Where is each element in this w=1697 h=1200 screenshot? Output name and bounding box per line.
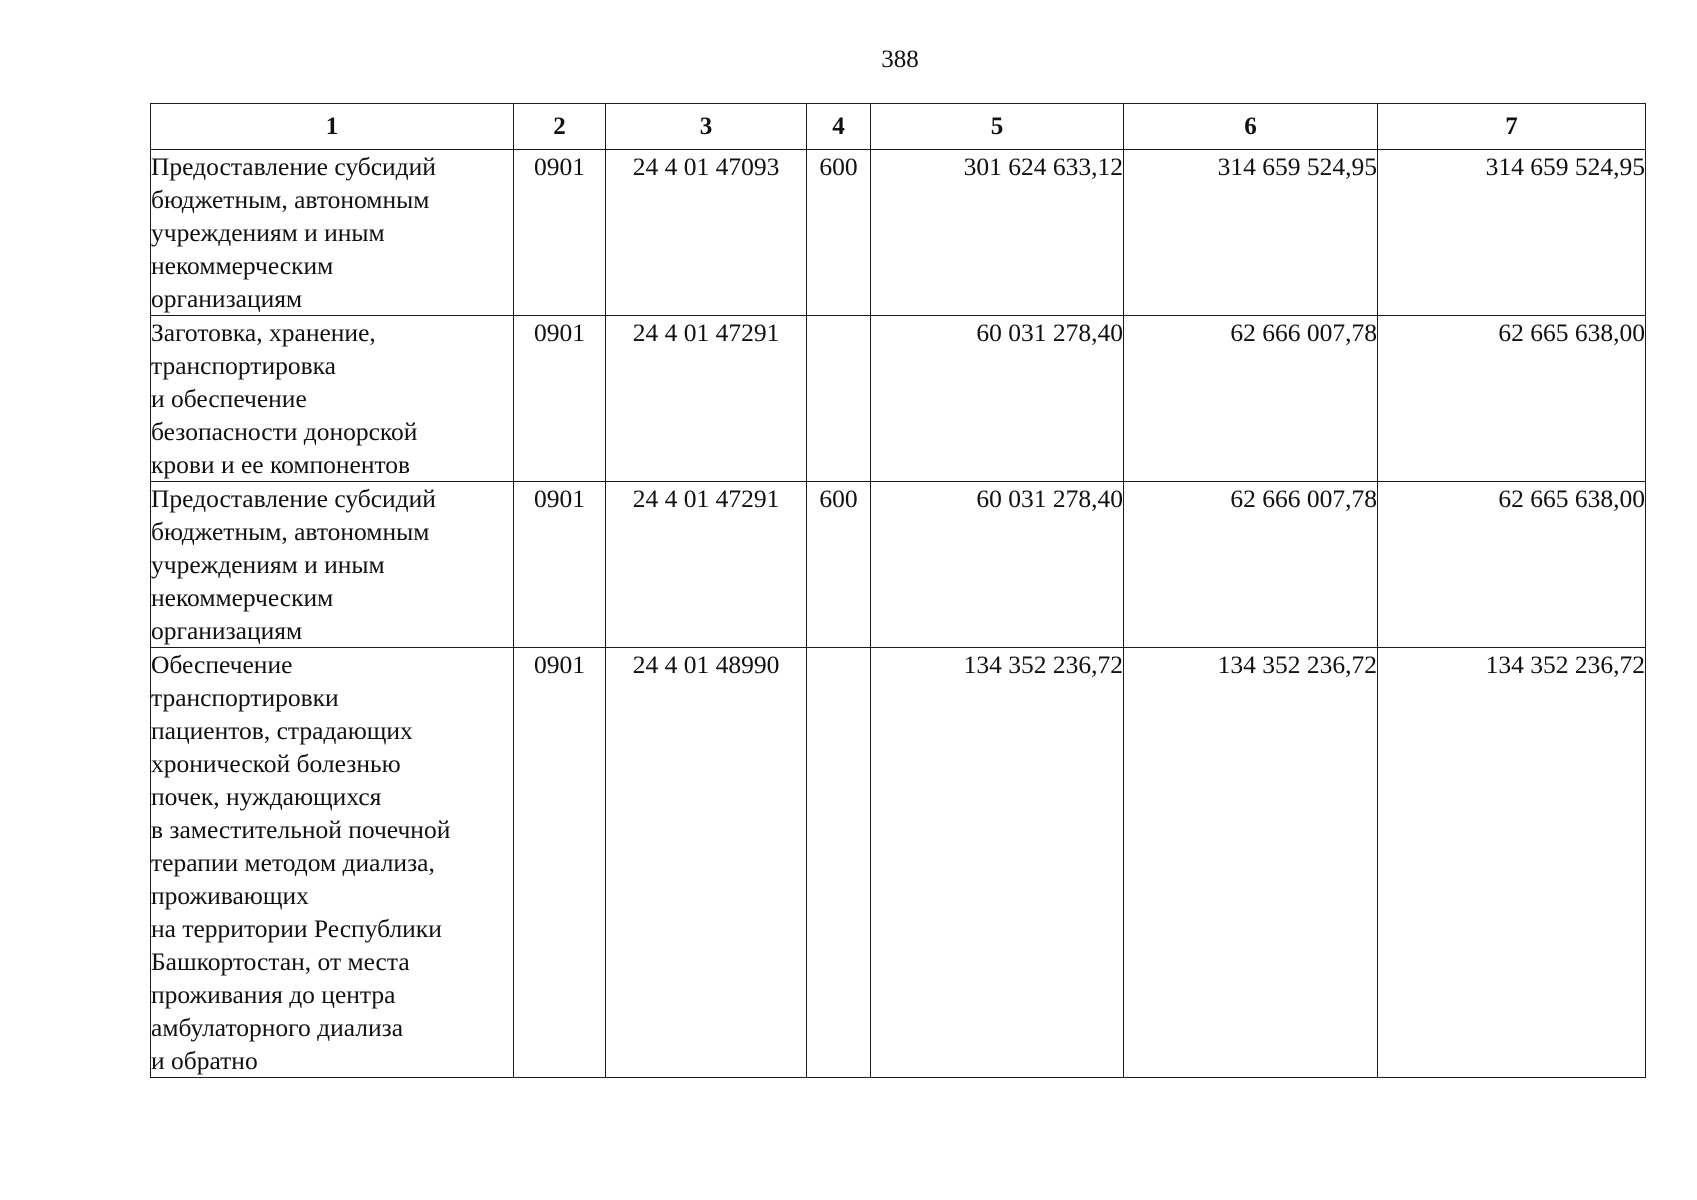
row-name-cell: Обеспечение транспортировки пациентов, страдающих хронической болезнью почек, нуждающихся в заместительной почечной терапии методом диализа, проживающих на территории Республики Башкортостан, от места проживания до центра амбулаторного диализа и обратно <box>151 648 514 1078</box>
row-name-cell: Предоставление субсидий бюджетным, автономным учреждениям и иным некоммерческим организациям <box>151 150 514 316</box>
table-row <box>151 482 1646 648</box>
amount-col7-cell: 314 659 524,95 <box>1378 150 1646 316</box>
amount-col5-cell: 134 352 236,72 <box>871 648 1124 1078</box>
amount-col6-cell: 62 666 007,78 <box>1124 482 1378 648</box>
amount-col6-cell: 314 659 524,95 <box>1124 150 1378 316</box>
amount-col5-cell: 60 031 278,40 <box>871 482 1124 648</box>
amount-col5-cell: 60 031 278,40 <box>871 316 1124 482</box>
row-name-cell: Предоставление субсидий бюджетным, автономным учреждениям и иным некоммерческим организациям <box>151 482 514 648</box>
budget-table <box>150 103 1646 1078</box>
column-header-5: 5 <box>871 104 1124 150</box>
table-row <box>151 648 1646 1078</box>
table-row <box>151 150 1646 316</box>
amount-col6-cell: 134 352 236,72 <box>1124 648 1378 1078</box>
table-row <box>151 316 1646 482</box>
amount-col6-cell: 62 666 007,78 <box>1124 316 1378 482</box>
amount-col5-cell: 301 624 633,12 <box>871 150 1124 316</box>
table-header-row <box>151 104 1646 150</box>
section-code-cell: 0901 <box>514 648 606 1078</box>
column-header-1: 1 <box>151 104 514 150</box>
column-header-4: 4 <box>807 104 871 150</box>
expense-type-cell <box>807 648 871 1078</box>
target-code-cell: 24 4 01 47093 <box>606 150 807 316</box>
target-code-cell: 24 4 01 47291 <box>606 482 807 648</box>
column-header-3: 3 <box>606 104 807 150</box>
row-name-cell: Заготовка, хранение, транспортировка и обеспечение безопасности донорской крови и ее компонентов <box>151 316 514 482</box>
expense-type-cell: 600 <box>807 482 871 648</box>
target-code-cell: 24 4 01 48990 <box>606 648 807 1078</box>
amount-col7-cell: 134 352 236,72 <box>1378 648 1646 1078</box>
column-header-7: 7 <box>1378 104 1646 150</box>
expense-type-cell <box>807 316 871 482</box>
page-number: 388 <box>881 46 919 73</box>
expense-type-cell: 600 <box>807 150 871 316</box>
section-code-cell: 0901 <box>514 316 606 482</box>
section-code-cell: 0901 <box>514 482 606 648</box>
amount-col7-cell: 62 665 638,00 <box>1378 316 1646 482</box>
target-code-cell: 24 4 01 47291 <box>606 316 807 482</box>
amount-col7-cell: 62 665 638,00 <box>1378 482 1646 648</box>
column-header-6: 6 <box>1124 104 1378 150</box>
section-code-cell: 0901 <box>514 150 606 316</box>
column-header-2: 2 <box>514 104 606 150</box>
